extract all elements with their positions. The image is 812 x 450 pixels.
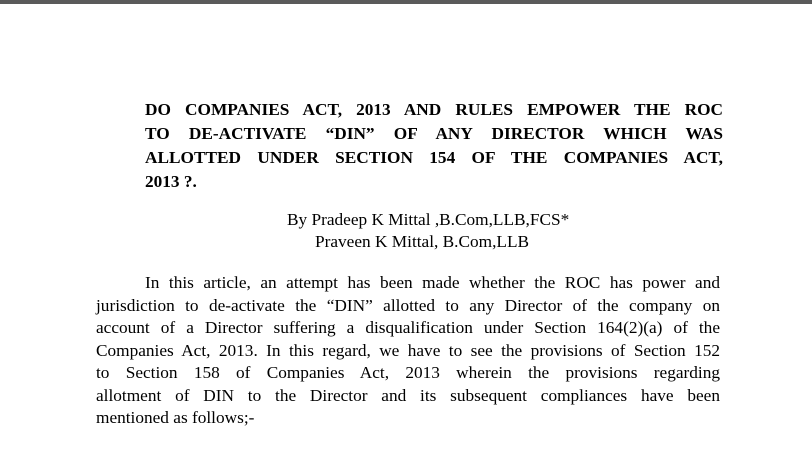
author-line-1: By Pradeep K Mittal ,B.Com,LLB,FCS* — [287, 210, 570, 229]
body-paragraph — [96, 272, 720, 430]
paragraph-line: to Section 158 of Companies Act, 2013 wherein the provisions regarding — [96, 363, 720, 382]
paragraph-line: In this article, an attempt has been made whether the ROC has power and — [145, 273, 720, 292]
author-line-2: Praveen K Mittal, B.Com,LLB — [315, 232, 530, 251]
title-line: TO DE-ACTIVATE “DIN” OF ANY DIRECTOR WHICH WAS — [145, 124, 723, 143]
title-line: DO COMPANIES ACT, 2013 AND RULES EMPOWER THE ROC — [145, 100, 723, 119]
paragraph-line: Companies Act, 2013. In this regard, we have to see the provisions of Section 152 — [96, 340, 720, 360]
author-byline — [287, 209, 569, 253]
paragraph-line: jurisdiction to de-activate the “DIN” allotted to any Director of the company on — [96, 295, 720, 315]
document-title — [145, 98, 723, 194]
title-line: ALLOTTED UNDER SECTION 154 OF THE COMPANIES ACT, — [145, 148, 723, 167]
paragraph-line: account of a Director suffering a disqualification under Section 164(2)(a) of the — [96, 318, 720, 337]
paragraph-line: mentioned as follows;- — [96, 408, 255, 427]
title-line: 2013 ?. — [145, 172, 197, 191]
paragraph-line: allotment of DIN to the Director and its subsequent compliances have been — [96, 385, 720, 405]
